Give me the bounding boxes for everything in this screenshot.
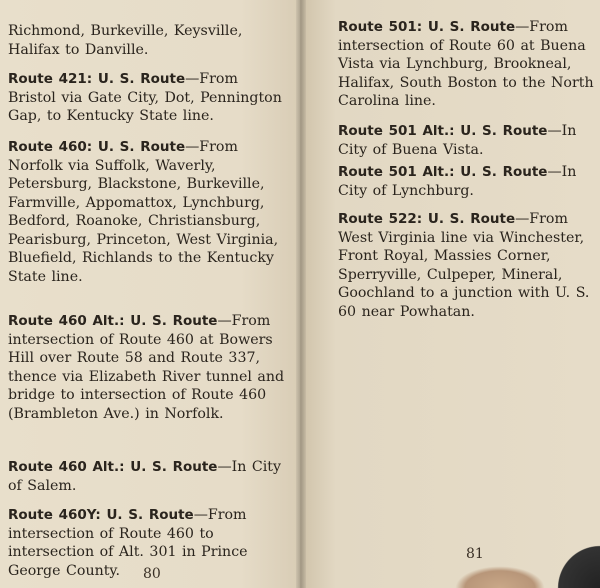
route-description: —In City of Lynchburg. bbox=[338, 164, 577, 199]
route-heading: Route 460: U. S. Route bbox=[8, 139, 186, 155]
route-description: —From West Virginia line via Winchester, Front Royal, Massies Corner, Sperryville, Culpeper, Mineral, Goochland to a junction with U. S. 60 near Powhatan. bbox=[338, 211, 590, 320]
book-gutter bbox=[296, 0, 306, 588]
right-page bbox=[300, 0, 600, 588]
route-heading: Route 460 Alt.: U. S. Route bbox=[8, 313, 218, 329]
route-entry bbox=[8, 312, 290, 423]
spiral-binding bbox=[540, 518, 600, 588]
route-description: —From Norfolk via Suffolk, Waverly, Petersburg, Blackstone, Burkeville, Farmville, Appomattox, Lynchburg, Bedford, Roanoke, Christiansburg, Pearisburg, Princeton, West Virginia, Bluefield, Richlands to the Kentucky State line. bbox=[8, 139, 279, 285]
route-heading: Route 460 Alt.: U. S. Route bbox=[8, 459, 218, 475]
route-heading: Route 421: U. S. Route bbox=[8, 71, 186, 87]
route-entry bbox=[338, 122, 596, 159]
route-entry bbox=[338, 163, 596, 200]
page-number: 81 bbox=[466, 546, 484, 562]
thumb bbox=[455, 566, 545, 588]
route-entry bbox=[8, 70, 290, 126]
route-description: —From intersection of Route 60 at Buena Vista via Lynchburg, Brookneal, Halifax, South Boston to the North Carolina line. bbox=[338, 19, 594, 109]
route-description: —In City of Salem. bbox=[8, 459, 282, 494]
route-description: —From intersection of Route 460 at Bowers Hill over Route 58 and Route 337, thence via Elizabeth River tunnel and bridge to intersection of Route 460 (Brambleton Ave.) in Norfolk. bbox=[8, 313, 285, 422]
route-heading: Route 501: U. S. Route bbox=[338, 19, 516, 35]
page-number: 80 bbox=[143, 566, 161, 582]
route-entry bbox=[8, 458, 290, 495]
route-entry bbox=[338, 18, 596, 111]
route-heading: Route 522: U. S. Route bbox=[338, 211, 516, 227]
route-heading: Route 501 Alt.: U. S. Route bbox=[338, 164, 548, 180]
route-heading: Route 501 Alt.: U. S. Route bbox=[338, 123, 548, 139]
route-heading: Route 460Y: U. S. Route bbox=[8, 507, 194, 523]
route-description: —From intersection of Route 460 to intersection of Alt. 301 in Prince George County. bbox=[8, 507, 248, 579]
route-description: —In City of Buena Vista. bbox=[338, 123, 577, 158]
route-entry bbox=[8, 138, 290, 286]
route-description: —From Bristol via Gate City, Dot, Pennington Gap, to Kentucky State line. bbox=[8, 71, 282, 124]
route-entry bbox=[8, 22, 290, 59]
route-entry bbox=[338, 210, 596, 321]
route-description: Richmond, Burkeville, Keysville, Halifax to Danville. bbox=[8, 23, 243, 58]
